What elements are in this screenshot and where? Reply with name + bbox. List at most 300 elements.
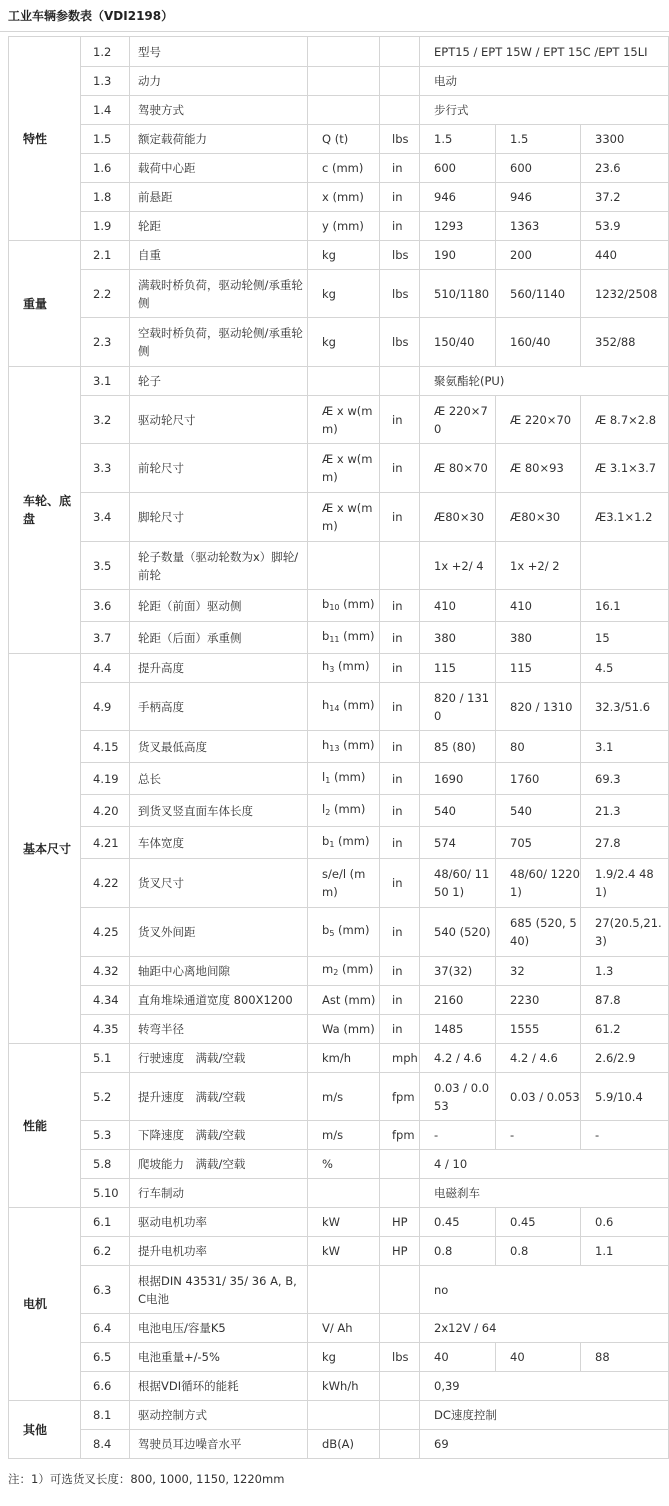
table-row: [9, 590, 669, 622]
row-label: 提升电机功率: [130, 1237, 308, 1266]
imperial-unit-cell: in: [380, 986, 420, 1015]
imperial-unit-cell: mph: [380, 1044, 420, 1073]
table-row: [9, 1015, 669, 1044]
value-col1: 190: [420, 241, 496, 270]
table-title: 工业车辆参数表（VDI2198）: [0, 0, 669, 32]
imperial-unit-cell: [380, 542, 420, 590]
imperial-unit-cell: in: [380, 396, 420, 444]
row-number: 4.9: [81, 683, 130, 731]
value-col3: 1.9/2.4 48 1): [581, 859, 669, 908]
value-col2: 946: [496, 183, 581, 212]
unit-cell: x (mm): [308, 183, 380, 212]
value-col1: 37(32): [420, 957, 496, 986]
table-row: [9, 683, 669, 731]
spec-table: [8, 36, 669, 1459]
unit-cell: c (mm): [308, 154, 380, 183]
unit-symbol: l: [322, 769, 326, 784]
value-col1: 540: [420, 795, 496, 827]
unit-cell: [308, 37, 380, 67]
imperial-unit-cell: [380, 1179, 420, 1208]
row-number: 4.34: [81, 986, 130, 1015]
row-number: 5.10: [81, 1179, 130, 1208]
table-row: [9, 957, 669, 986]
table-row: [9, 827, 669, 859]
row-number: 2.3: [81, 318, 130, 367]
imperial-unit-cell: in: [380, 212, 420, 241]
unit-cell: Ast (mm): [308, 986, 380, 1015]
unit-suffix: (mm): [330, 801, 366, 816]
value-col2: 40: [496, 1343, 581, 1372]
unit-cell: kg: [308, 270, 380, 318]
row-label: 前轮尺寸: [130, 444, 308, 493]
table-row: [9, 212, 669, 241]
value-col3: 1.1: [581, 1237, 669, 1266]
table-row: [9, 731, 669, 763]
imperial-unit-cell: in: [380, 590, 420, 622]
imperial-unit-cell: in: [380, 908, 420, 957]
unit-cell: [308, 795, 380, 827]
value-spanned: 步行式: [420, 96, 669, 125]
unit-cell: y (mm): [308, 212, 380, 241]
row-label: 驱动轮尺寸: [130, 396, 308, 444]
unit-symbol: b: [322, 596, 330, 611]
row-number: 1.2: [81, 37, 130, 67]
value-col3: [581, 542, 669, 590]
unit-subscript: 14: [329, 703, 340, 713]
row-label: 空载时桥负荷，驱动轮侧/承重轮侧: [130, 318, 308, 367]
row-label: 轮子: [130, 367, 308, 396]
value-col2: -: [496, 1121, 581, 1150]
row-label: 轮距: [130, 212, 308, 241]
value-col1: -: [420, 1121, 496, 1150]
value-col1: 946: [420, 183, 496, 212]
value-col3: 4.5: [581, 654, 669, 683]
unit-symbol: m: [322, 962, 334, 976]
unit-subscript: 5: [329, 929, 335, 938]
unit-cell: kW: [308, 1208, 380, 1237]
row-number: 4.19: [81, 763, 130, 795]
value-col3: 69.3: [581, 763, 669, 795]
value-col1: 1x +2/ 4: [420, 542, 496, 590]
imperial-unit-cell: [380, 96, 420, 125]
imperial-unit-cell: [380, 1401, 420, 1430]
row-label: 自重: [130, 241, 308, 270]
imperial-unit-cell: in: [380, 183, 420, 212]
unit-cell: [308, 731, 380, 763]
value-col2: 0.03 / 0.053: [496, 1073, 581, 1121]
table-row: [9, 1401, 669, 1430]
table-row: [9, 859, 669, 908]
table-row: [9, 908, 669, 957]
table-row: [9, 795, 669, 827]
unit-suffix: (mm): [330, 769, 366, 784]
row-number: 3.6: [81, 590, 130, 622]
value-col1: 4.2 / 4.6: [420, 1044, 496, 1073]
unit-cell: V/ Ah: [308, 1314, 380, 1343]
unit-cell: [308, 542, 380, 590]
imperial-unit-cell: HP: [380, 1208, 420, 1237]
value-col2: 200: [496, 241, 581, 270]
value-spanned: 4 / 10: [420, 1150, 669, 1179]
value-col2: Æ 220×70: [496, 396, 581, 444]
imperial-unit-cell: in: [380, 795, 420, 827]
table-row: [9, 96, 669, 125]
table-row: [9, 67, 669, 96]
imperial-unit-cell: fpm: [380, 1073, 420, 1121]
unit-cell: [308, 763, 380, 795]
value-col3: 21.3: [581, 795, 669, 827]
row-label: 提升高度: [130, 654, 308, 683]
row-label: 载荷中心距: [130, 154, 308, 183]
unit-cell: [308, 1401, 380, 1430]
value-spanned: no: [420, 1266, 669, 1314]
value-col2: 1555: [496, 1015, 581, 1044]
value-col3: 16.1: [581, 590, 669, 622]
value-col1: Æ 80×70: [420, 444, 496, 493]
row-label: 货叉最低高度: [130, 731, 308, 763]
value-col1: 510/1180: [420, 270, 496, 318]
row-number: 1.6: [81, 154, 130, 183]
section-label: 重量: [9, 241, 81, 367]
row-label: 到货叉竖直面车体长度: [130, 795, 308, 827]
imperial-unit-cell: lbs: [380, 270, 420, 318]
row-label: 满载时桥负荷，驱动轮侧/承重轮侧: [130, 270, 308, 318]
unit-symbol: h: [322, 697, 330, 712]
unit-cell: kg: [308, 241, 380, 270]
row-label: 行驶速度 满载/空载: [130, 1044, 308, 1073]
value-col1: 40: [420, 1343, 496, 1372]
value-col3: -: [581, 1121, 669, 1150]
unit-cell: Q (t): [308, 125, 380, 154]
value-col3: Æ 8.7×2.8: [581, 396, 669, 444]
value-spanned: 69: [420, 1430, 669, 1459]
table-row: [9, 1266, 669, 1314]
row-label: 提升速度 满载/空载: [130, 1073, 308, 1121]
value-col3: 27(20.5,21.3): [581, 908, 669, 957]
row-number: 6.3: [81, 1266, 130, 1314]
imperial-unit-cell: [380, 1314, 420, 1343]
value-col2: 820 / 1310: [496, 683, 581, 731]
imperial-unit-cell: [380, 1150, 420, 1179]
value-col3: Æ 3.1×3.7: [581, 444, 669, 493]
row-number: 5.8: [81, 1150, 130, 1179]
unit-symbol: l: [322, 801, 326, 816]
value-col1: Æ80×30: [420, 493, 496, 542]
row-label: 根据VDI循环的能耗: [130, 1372, 308, 1401]
row-number: 4.22: [81, 859, 130, 908]
value-col2: 48/60/ 1220 1): [496, 859, 581, 908]
table-row: [9, 1430, 669, 1459]
table-row: [9, 1237, 669, 1266]
table-row: [9, 154, 669, 183]
unit-subscript: 3: [329, 665, 335, 674]
imperial-unit-cell: in: [380, 444, 420, 493]
unit-suffix: (mm): [339, 596, 375, 611]
table-row: [9, 1044, 669, 1073]
table-row: [9, 493, 669, 542]
unit-suffix: (mm): [339, 697, 375, 712]
row-label: 轴距中心离地间隙: [130, 957, 308, 986]
value-col1: 1.5: [420, 125, 496, 154]
row-number: 3.5: [81, 542, 130, 590]
table-row: [9, 654, 669, 683]
unit-cell: [308, 654, 380, 683]
value-spanned: EPT15 / EPT 15W / EPT 15C /EPT 15LI: [420, 37, 669, 67]
table-row: [9, 183, 669, 212]
table-row: [9, 1179, 669, 1208]
imperial-unit-cell: in: [380, 827, 420, 859]
unit-cell: [308, 622, 380, 654]
value-col1: 600: [420, 154, 496, 183]
value-col2: 160/40: [496, 318, 581, 367]
row-number: 1.5: [81, 125, 130, 154]
row-label: 驱动电机功率: [130, 1208, 308, 1237]
imperial-unit-cell: in: [380, 154, 420, 183]
imperial-unit-cell: in: [380, 763, 420, 795]
value-col2: 80: [496, 731, 581, 763]
unit-subscript: 2: [333, 968, 339, 977]
row-number: 4.15: [81, 731, 130, 763]
value-spanned: 2x12V / 64: [420, 1314, 669, 1343]
unit-cell: Æ x w(mm): [308, 444, 380, 493]
row-label: 直角堆垛通道宽度 800X1200: [130, 986, 308, 1015]
imperial-unit-cell: in: [380, 957, 420, 986]
value-col2: 2230: [496, 986, 581, 1015]
imperial-unit-cell: [380, 67, 420, 96]
value-col2: 540: [496, 795, 581, 827]
row-number: 1.4: [81, 96, 130, 125]
unit-subscript: 13: [329, 743, 340, 753]
section-label: 电机: [9, 1208, 81, 1401]
value-col1: 0.8: [420, 1237, 496, 1266]
unit-cell: [308, 1179, 380, 1208]
row-label: 动力: [130, 67, 308, 96]
value-col2: 380: [496, 622, 581, 654]
row-label: 转弯半径: [130, 1015, 308, 1044]
unit-cell: s/e/l (mm): [308, 859, 380, 908]
value-col2: 0.8: [496, 1237, 581, 1266]
value-col2: 4.2 / 4.6: [496, 1044, 581, 1073]
value-col2: 1x +2/ 2: [496, 542, 581, 590]
value-col3: 1232/2508: [581, 270, 669, 318]
imperial-unit-cell: [380, 37, 420, 67]
unit-cell: m/s: [308, 1121, 380, 1150]
value-col3: 23.6: [581, 154, 669, 183]
unit-cell: kWh/h: [308, 1372, 380, 1401]
unit-subscript: 1: [325, 775, 331, 785]
row-number: 6.2: [81, 1237, 130, 1266]
unit-suffix: (mm): [334, 923, 370, 937]
value-col3: 87.8: [581, 986, 669, 1015]
value-col2: 1363: [496, 212, 581, 241]
value-col3: 0.6: [581, 1208, 669, 1237]
value-col2: Æ80×30: [496, 493, 581, 542]
value-col2: 560/1140: [496, 270, 581, 318]
table-row: [9, 1150, 669, 1179]
table-row: [9, 444, 669, 493]
row-label: 脚轮尺寸: [130, 493, 308, 542]
row-label: 电池重量+/-5%: [130, 1343, 308, 1372]
value-col3: 2.6/2.9: [581, 1044, 669, 1073]
row-label: 驱动控制方式: [130, 1401, 308, 1430]
value-col1: 540 (520): [420, 908, 496, 957]
unit-cell: km/h: [308, 1044, 380, 1073]
imperial-unit-cell: lbs: [380, 318, 420, 367]
unit-cell: m/s: [308, 1073, 380, 1121]
value-col2: 32: [496, 957, 581, 986]
row-label: 轮距（后面）承重侧: [130, 622, 308, 654]
row-number: 1.9: [81, 212, 130, 241]
value-col2: 1.5: [496, 125, 581, 154]
row-label: 额定载荷能力: [130, 125, 308, 154]
row-number: 4.35: [81, 1015, 130, 1044]
value-col2: 410: [496, 590, 581, 622]
row-label: 行车制动: [130, 1179, 308, 1208]
row-label: 轮子数量（驱动轮数为x）脚轮/前轮: [130, 542, 308, 590]
value-col1: 0.03 / 0.053: [420, 1073, 496, 1121]
row-number: 6.1: [81, 1208, 130, 1237]
value-col1: 150/40: [420, 318, 496, 367]
row-number: 4.25: [81, 908, 130, 957]
value-col3: 5.9/10.4: [581, 1073, 669, 1121]
table-row: [9, 1314, 669, 1343]
value-col3: 61.2: [581, 1015, 669, 1044]
unit-cell: Æ x w(mm): [308, 493, 380, 542]
row-number: 5.2: [81, 1073, 130, 1121]
value-col2: 1760: [496, 763, 581, 795]
value-spanned: 0,39: [420, 1372, 669, 1401]
table-row: [9, 367, 669, 396]
table-row: [9, 1208, 669, 1237]
value-col2: 115: [496, 654, 581, 683]
imperial-unit-cell: in: [380, 1015, 420, 1044]
table-row: [9, 318, 669, 367]
imperial-unit-cell: [380, 1430, 420, 1459]
row-number: 3.4: [81, 493, 130, 542]
row-number: 1.8: [81, 183, 130, 212]
row-number: 6.4: [81, 1314, 130, 1343]
imperial-unit-cell: [380, 367, 420, 396]
value-col1: 115: [420, 654, 496, 683]
row-number: 6.5: [81, 1343, 130, 1372]
unit-cell: %: [308, 1150, 380, 1179]
imperial-unit-cell: in: [380, 859, 420, 908]
imperial-unit-cell: [380, 1266, 420, 1314]
unit-cell: [308, 367, 380, 396]
row-number: 4.4: [81, 654, 130, 683]
table-row: [9, 622, 669, 654]
table-row: [9, 1372, 669, 1401]
imperial-unit-cell: [380, 1372, 420, 1401]
unit-cell: [308, 67, 380, 96]
unit-suffix: (mm): [338, 962, 374, 976]
table-row: [9, 542, 669, 590]
value-col2: 685 (520, 540): [496, 908, 581, 957]
value-col2: 0.45: [496, 1208, 581, 1237]
value-col1: 1690: [420, 763, 496, 795]
table-row: [9, 125, 669, 154]
unit-symbol: b: [322, 923, 330, 937]
row-label: 驾驶方式: [130, 96, 308, 125]
value-col3: 1.3: [581, 957, 669, 986]
value-spanned: 聚氨酯轮(PU): [420, 367, 669, 396]
row-label: 货叉外间距: [130, 908, 308, 957]
row-number: 3.3: [81, 444, 130, 493]
imperial-unit-cell: lbs: [380, 241, 420, 270]
unit-suffix: (mm): [334, 833, 370, 848]
unit-suffix: (mm): [339, 628, 375, 643]
row-number: 4.21: [81, 827, 130, 859]
value-col1: 85 (80): [420, 731, 496, 763]
row-number: 5.1: [81, 1044, 130, 1073]
unit-cell: [308, 96, 380, 125]
table-row: [9, 37, 669, 67]
row-number: 3.7: [81, 622, 130, 654]
value-col3: 440: [581, 241, 669, 270]
unit-suffix: (mm): [339, 737, 375, 752]
unit-cell: [308, 590, 380, 622]
value-col3: 88: [581, 1343, 669, 1372]
value-col3: 3300: [581, 125, 669, 154]
value-col3: 27.8: [581, 827, 669, 859]
table-row: [9, 396, 669, 444]
unit-cell: kg: [308, 318, 380, 367]
imperial-unit-cell: HP: [380, 1237, 420, 1266]
table-row: [9, 1343, 669, 1372]
row-label: 下降速度 满载/空载: [130, 1121, 308, 1150]
imperial-unit-cell: in: [380, 683, 420, 731]
value-col1: 0.45: [420, 1208, 496, 1237]
row-number: 8.4: [81, 1430, 130, 1459]
row-label: 电池电压/容量K5: [130, 1314, 308, 1343]
value-col1: 820 / 1310: [420, 683, 496, 731]
row-label: 手柄高度: [130, 683, 308, 731]
value-col3: 53.9: [581, 212, 669, 241]
unit-subscript: 2: [325, 807, 331, 817]
row-number: 1.3: [81, 67, 130, 96]
imperial-unit-cell: in: [380, 731, 420, 763]
value-col3: Æ3.1×1.2: [581, 493, 669, 542]
unit-cell: [308, 908, 380, 957]
row-label: 爬坡能力 满载/空载: [130, 1150, 308, 1179]
unit-symbol: b: [322, 833, 330, 848]
row-label: 驾驶员耳边噪音水平: [130, 1430, 308, 1459]
unit-cell: [308, 683, 380, 731]
value-col1: 48/60/ 1150 1): [420, 859, 496, 908]
value-col1: 410: [420, 590, 496, 622]
imperial-unit-cell: fpm: [380, 1121, 420, 1150]
value-col3: 3.1: [581, 731, 669, 763]
value-col3: 32.3/51.6: [581, 683, 669, 731]
row-number: 5.3: [81, 1121, 130, 1150]
value-col3: 352/88: [581, 318, 669, 367]
value-col2: 600: [496, 154, 581, 183]
row-label: 车体宽度: [130, 827, 308, 859]
value-col1: Æ 220×70: [420, 396, 496, 444]
unit-cell: [308, 827, 380, 859]
table-row: [9, 241, 669, 270]
section-label: 基本尺寸: [9, 654, 81, 1044]
row-label: 根据DIN 43531/ 35/ 36 A, B, C电池: [130, 1266, 308, 1314]
imperial-unit-cell: lbs: [380, 1343, 420, 1372]
row-label: 前悬距: [130, 183, 308, 212]
table-row: [9, 270, 669, 318]
unit-subscript: 11: [329, 634, 340, 644]
row-number: 2.2: [81, 270, 130, 318]
value-col3: 15: [581, 622, 669, 654]
footnote: 注：1）可选货叉长度：800, 1000, 1150, 1220mm: [8, 1472, 285, 1486]
unit-symbol: b: [322, 628, 330, 643]
